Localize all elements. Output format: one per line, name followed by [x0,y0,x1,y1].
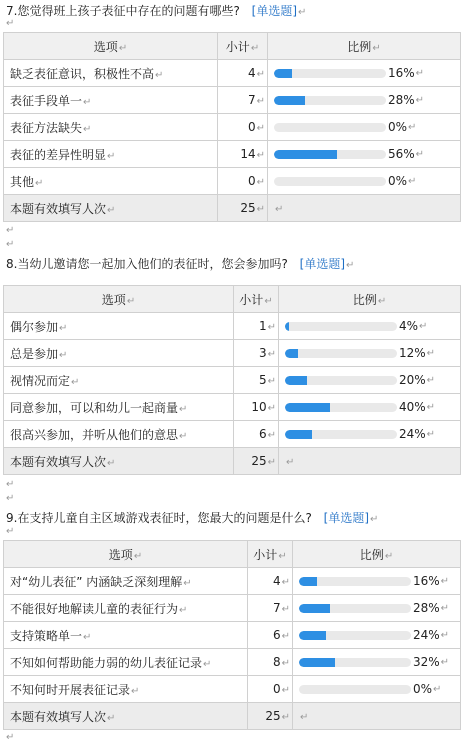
total-ratio: ↵ [268,195,461,222]
ratio-bar-fill [274,69,292,78]
total-row [4,703,461,730]
total-ratio: ↵ [293,703,461,730]
paragraph-mark: ↵ [6,479,15,490]
ratio-bar [299,685,411,694]
option-label: 表征手段单一↵ [4,87,218,114]
header-ratio: 比例↵ [279,286,461,313]
ratio-bar-fill [285,430,312,439]
ratio-percent: 0% [388,174,408,188]
total-count: 25↵ [234,448,279,475]
option-count: 10↵ [234,394,279,421]
option-count: 4↵ [218,60,268,87]
option-count: 1↵ [234,313,279,340]
ratio-percent: 24% [413,628,440,642]
ratio-bar [285,376,397,385]
option-count: 0↵ [218,114,268,141]
option-label: 不知何时开展表征记录↵ [4,676,248,703]
option-ratio: 40% ↵ [279,394,461,421]
option-label: 同意参加，可以和幼儿一起商量↵ [4,394,234,421]
question-title-text: 8.当幼儿邀请您一起加入他们的表征时，您会参加吗? [6,257,288,271]
table-row [4,87,461,114]
question-9-table [3,540,461,730]
ratio-bar [274,69,386,78]
question-type-link[interactable]: [单选题] [299,257,346,271]
paragraph-mark: ↵ [370,514,379,525]
ratio-percent: 56% [388,147,415,161]
table-row [4,367,461,394]
ratio-percent: 16% [388,66,415,80]
ratio-bar-fill [299,577,317,586]
paragraph-mark: ↵ [6,225,15,236]
table-row [4,676,461,703]
question-type-link[interactable]: [单选题] [251,4,298,18]
table-row [4,168,461,195]
option-label: 偶尔参加↵ [4,313,234,340]
option-count: 14↵ [218,141,268,168]
question-9-title [6,509,378,526]
ratio-percent: 16% [413,574,440,588]
ratio-bar-fill [285,322,289,331]
option-ratio: 4% ↵ [279,313,461,340]
option-count: 8↵ [248,649,293,676]
header-ratio: 比例↵ [268,33,461,60]
option-label: 总是参加↵ [4,340,234,367]
table-row [4,313,461,340]
table-row [4,595,461,622]
ratio-bar [299,658,411,667]
paragraph-mark: ↵ [346,260,355,271]
header-ratio: 比例↵ [293,541,461,568]
total-count: 25↵ [248,703,293,730]
table-row [4,60,461,87]
option-ratio: 0% ↵ [268,114,461,141]
option-count: 5↵ [234,367,279,394]
option-ratio: 16% ↵ [293,568,461,595]
question-8-title [6,255,354,272]
ratio-bar [285,349,397,358]
header-count: 小计↵ [218,33,268,60]
table-row [4,421,461,448]
option-ratio: 28% ↵ [293,595,461,622]
option-label: 表征的差异性明显↵ [4,141,218,168]
ratio-bar-fill [285,376,307,385]
ratio-bar [299,577,411,586]
option-label: 不知如何帮助能力弱的幼儿表征记录↵ [4,649,248,676]
question-type-link[interactable]: [单选题] [323,511,370,525]
ratio-percent: 24% [399,427,426,441]
table-header-row [4,541,461,568]
paragraph-mark: ↵ [6,239,15,250]
ratio-bar-fill [274,96,305,105]
ratio-percent: 40% [399,400,426,414]
question-7-title [6,2,306,19]
paragraph-mark: ↵ [6,18,15,29]
option-label: 表征方法缺失↵ [4,114,218,141]
total-label: 本题有效填写人次↵ [4,195,218,222]
option-ratio: 24% ↵ [293,622,461,649]
option-label: 很高兴参加，并听从他们的意思↵ [4,421,234,448]
total-row [4,448,461,475]
total-label: 本题有效填写人次↵ [4,448,234,475]
ratio-percent: 20% [399,373,426,387]
option-ratio: 16% ↵ [268,60,461,87]
ratio-bar [299,631,411,640]
ratio-percent: 0% [388,120,408,134]
option-label: 其他↵ [4,168,218,195]
ratio-bar [274,96,386,105]
table-row [4,340,461,367]
ratio-bar-fill [299,658,335,667]
ratio-bar [299,604,411,613]
ratio-bar [274,150,386,159]
option-count: 3↵ [234,340,279,367]
table-header-row [4,286,461,313]
ratio-bar-fill [285,403,330,412]
header-count: 小计↵ [248,541,293,568]
option-ratio: 20% ↵ [279,367,461,394]
ratio-percent: 28% [413,601,440,615]
ratio-bar [274,177,386,186]
option-count: 0↵ [218,168,268,195]
option-ratio: 32% ↵ [293,649,461,676]
table-row [4,394,461,421]
ratio-bar-fill [299,604,330,613]
option-ratio: 12% ↵ [279,340,461,367]
option-label: 视情况而定↵ [4,367,234,394]
table-row [4,622,461,649]
table-row [4,141,461,168]
option-count: 4↵ [248,568,293,595]
paragraph-mark: ↵ [6,732,15,743]
paragraph-mark: ↵ [298,7,307,18]
total-ratio: ↵ [279,448,461,475]
paragraph-mark: ↵ [6,493,15,504]
total-label: 本题有效填写人次↵ [4,703,248,730]
option-count: 0↵ [248,676,293,703]
question-title-text: 7.您觉得班上孩子表征中存在的问题有哪些? [6,4,240,18]
option-count: 6↵ [234,421,279,448]
header-option: 选项↵ [4,286,234,313]
ratio-percent: 28% [388,93,415,107]
option-label: 对“幼儿表征” 内涵缺乏深刻理解↵ [4,568,248,595]
option-count: 7↵ [218,87,268,114]
ratio-percent: 12% [399,346,426,360]
option-ratio: 24% ↵ [279,421,461,448]
ratio-percent: 0% [413,682,433,696]
option-label: 支持策略单一↵ [4,622,248,649]
question-8-table [3,285,461,475]
header-count: 小计↵ [234,286,279,313]
paragraph-mark: ↵ [6,526,15,537]
ratio-bar-fill [299,631,326,640]
question-7-table [3,32,461,222]
option-count: 6↵ [248,622,293,649]
option-ratio: 28% ↵ [268,87,461,114]
total-row [4,195,461,222]
table-row [4,568,461,595]
option-ratio: 0% ↵ [268,168,461,195]
option-label: 缺乏表征意识，积极性不高↵ [4,60,218,87]
ratio-bar [285,322,397,331]
table-header-row [4,33,461,60]
option-count: 7↵ [248,595,293,622]
header-option: 选项↵ [4,541,248,568]
option-label: 不能很好地解读儿童的表征行为↵ [4,595,248,622]
ratio-bar [274,123,386,132]
question-title-text: 9.在支持儿童自主区域游戏表征时，您最大的问题是什么? [6,511,312,525]
table-row [4,649,461,676]
total-count: 25↵ [218,195,268,222]
header-option: 选项↵ [4,33,218,60]
option-ratio: 0% ↵ [293,676,461,703]
ratio-bar [285,403,397,412]
ratio-percent: 32% [413,655,440,669]
ratio-bar [285,430,397,439]
table-row [4,114,461,141]
option-ratio: 56% ↵ [268,141,461,168]
ratio-bar-fill [285,349,298,358]
ratio-percent: 4% [399,319,419,333]
ratio-bar-fill [274,150,337,159]
